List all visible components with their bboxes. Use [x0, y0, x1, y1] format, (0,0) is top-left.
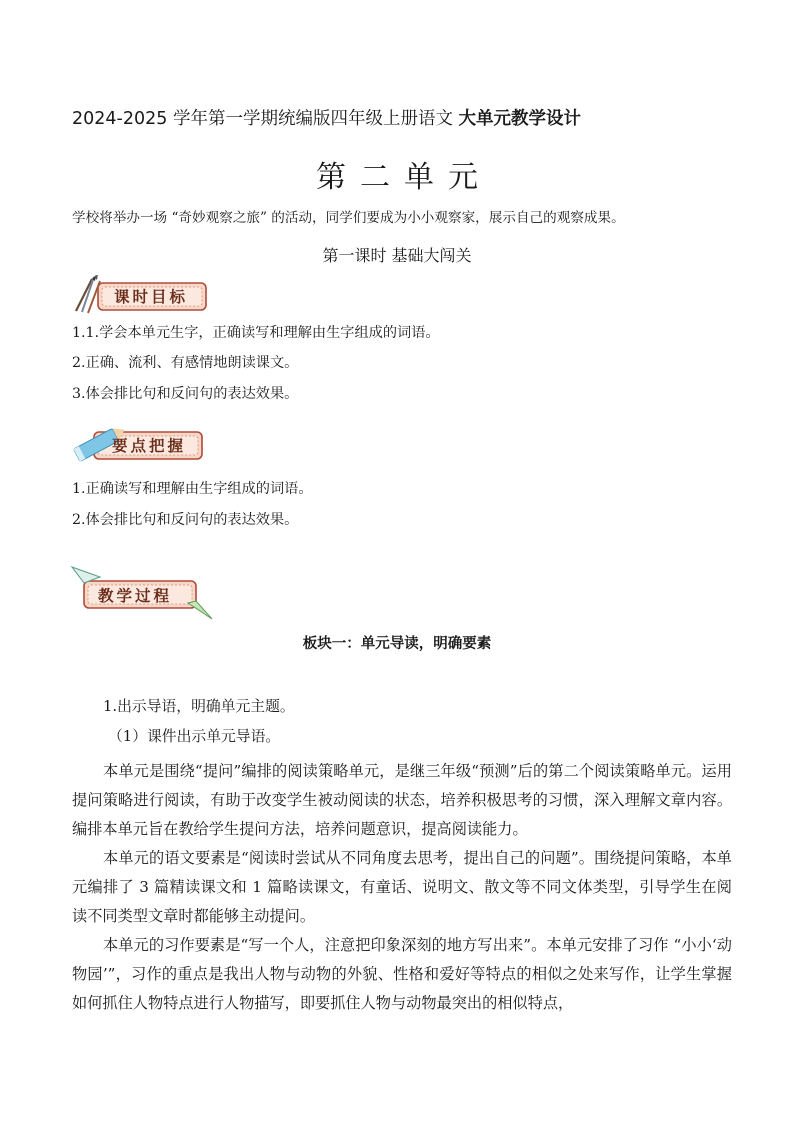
block-title: 板块一：单元导读，明确要素: [302, 635, 492, 652]
keypoint-item: 1.正确读写和理解由生字组成的词语。: [72, 481, 313, 497]
goal-item: 1.1.学会本单元生字，正确读写和理解由生字组成的词语。: [72, 325, 440, 341]
goal-item: 2.正确、流利、有感情地朗读课文。: [72, 355, 299, 371]
goals-badge: [70, 275, 210, 315]
paragraph: 本单元的习作要素是“写一个人，注意把印象深刻的地方写出来”。本单元安排了习作 “小小‘动物园’”，习作的重点是我出人物与动物的外貌、性格和爱好等特点的相似之处来写作，让学生掌握如何抓住人物特点进行人物描写，即要抓住人物与动物最突出的相似特点，: [72, 936, 732, 1012]
unit-description: [72, 757, 732, 1018]
lesson-title: 第一课时 基础大闯关: [322, 246, 472, 265]
process-step: 1.出示导语，明确单元主题。: [103, 698, 295, 715]
document-title: [72, 105, 581, 130]
unit-intro: 学校将举办一场 “奇妙观察之旅” 的活动，同学们要成为小小观察家，展示自己的观察成果。: [72, 210, 625, 226]
process-substep: （1）课件出示单元导语。: [108, 728, 281, 745]
keypoints-badge-label: 要点把握: [112, 437, 187, 455]
paragraph: 本单元的语文要素是“阅读时尝试从不同角度去思考，提出自己的问题”。围绕提问策略，本单元编排了 3 篇精读课文和 1 篇略读课文，有童话、说明文、散文等不同文体类型，引导学生在阅读不同类型文章时都能够主动提问。: [72, 849, 732, 925]
document-title-emphasis: 大单元教学设计: [458, 109, 582, 129]
goals-badge-label: 课时目标: [114, 288, 189, 306]
process-badge: [70, 565, 215, 620]
document-title-prefix: 2024-2025 学年第一学期统编版四年级上册语文: [72, 109, 453, 129]
process-badge-label: 教学过程: [98, 587, 173, 605]
paragraph: 本单元是围绕“提问”编排的阅读策略单元，是继三年级“预测”后的第二个阅读策略单元。运用提问策略进行阅读，有助于改变学生被动阅读的状态，培养积极思考的习惯，深入理解文章内容。编排本单元旨在教给学生提问方法，培养问题意识，提高阅读能力。: [72, 762, 732, 838]
goal-item: 3.体会排比句和反问句的表达效果。: [72, 386, 299, 402]
keypoints-badge: [70, 420, 210, 466]
keypoint-item: 2.体会排比句和反问句的表达效果。: [72, 512, 299, 528]
unit-title: 第二单元: [316, 160, 492, 195]
